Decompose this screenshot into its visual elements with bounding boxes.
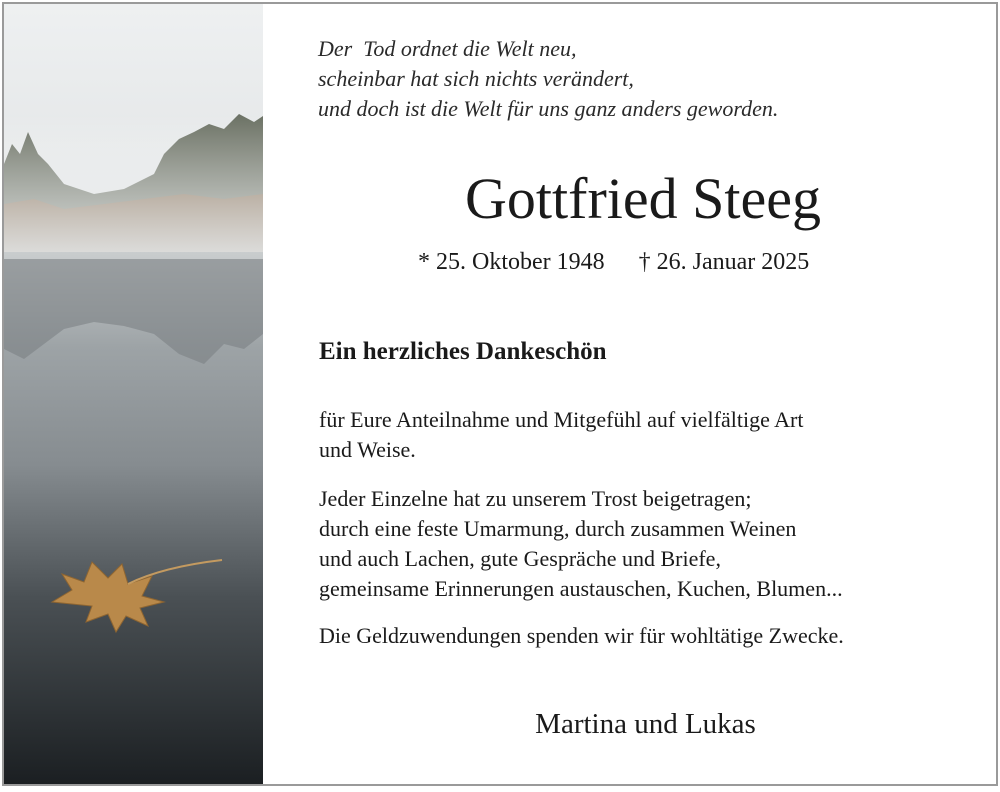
thanks-paragraph-2 [319,484,843,604]
paragraph-line: durch eine feste Umarmung, durch zusammen Weinen [319,516,797,541]
paragraph-line: gemeinsame Erinnerungen austauschen, Kuchen, Blumen... [319,576,843,601]
paragraph-line: Die Geldzuwendungen spenden wir für wohltätige Zwecke. [319,623,844,648]
thanks-paragraph-1 [319,405,803,465]
poem-line: Der Tod ordnet die Welt neu, [318,36,577,61]
lake-leaf-photo [4,4,263,784]
paragraph-line: und Weise. [319,437,416,462]
birth-date: * 25. Oktober 1948 [418,249,605,275]
text-column [263,4,996,784]
poem-line: scheinbar hat sich nichts verändert, [318,66,634,91]
signature: Martina und Lukas [535,708,756,740]
thanks-heading: Ein herzliches Dankeschön [319,338,607,365]
paragraph-line: und auch Lachen, gute Gespräche und Briefe, [319,546,721,571]
poem-line: und doch ist die Welt für uns ganz anders geworden. [318,96,779,121]
thanks-paragraph-3 [319,621,844,651]
obituary-card [4,4,996,784]
paragraph-line: Jeder Einzelne hat zu unserem Trost beigetragen; [319,486,752,511]
memorial-poem [318,34,778,124]
life-dates [418,247,809,277]
deceased-name: Gottfried Steeg [465,166,821,231]
death-date: † 26. Januar 2025 [638,249,810,275]
paragraph-line: für Eure Anteilnahme und Mitgefühl auf vielfältige Art [319,407,804,432]
